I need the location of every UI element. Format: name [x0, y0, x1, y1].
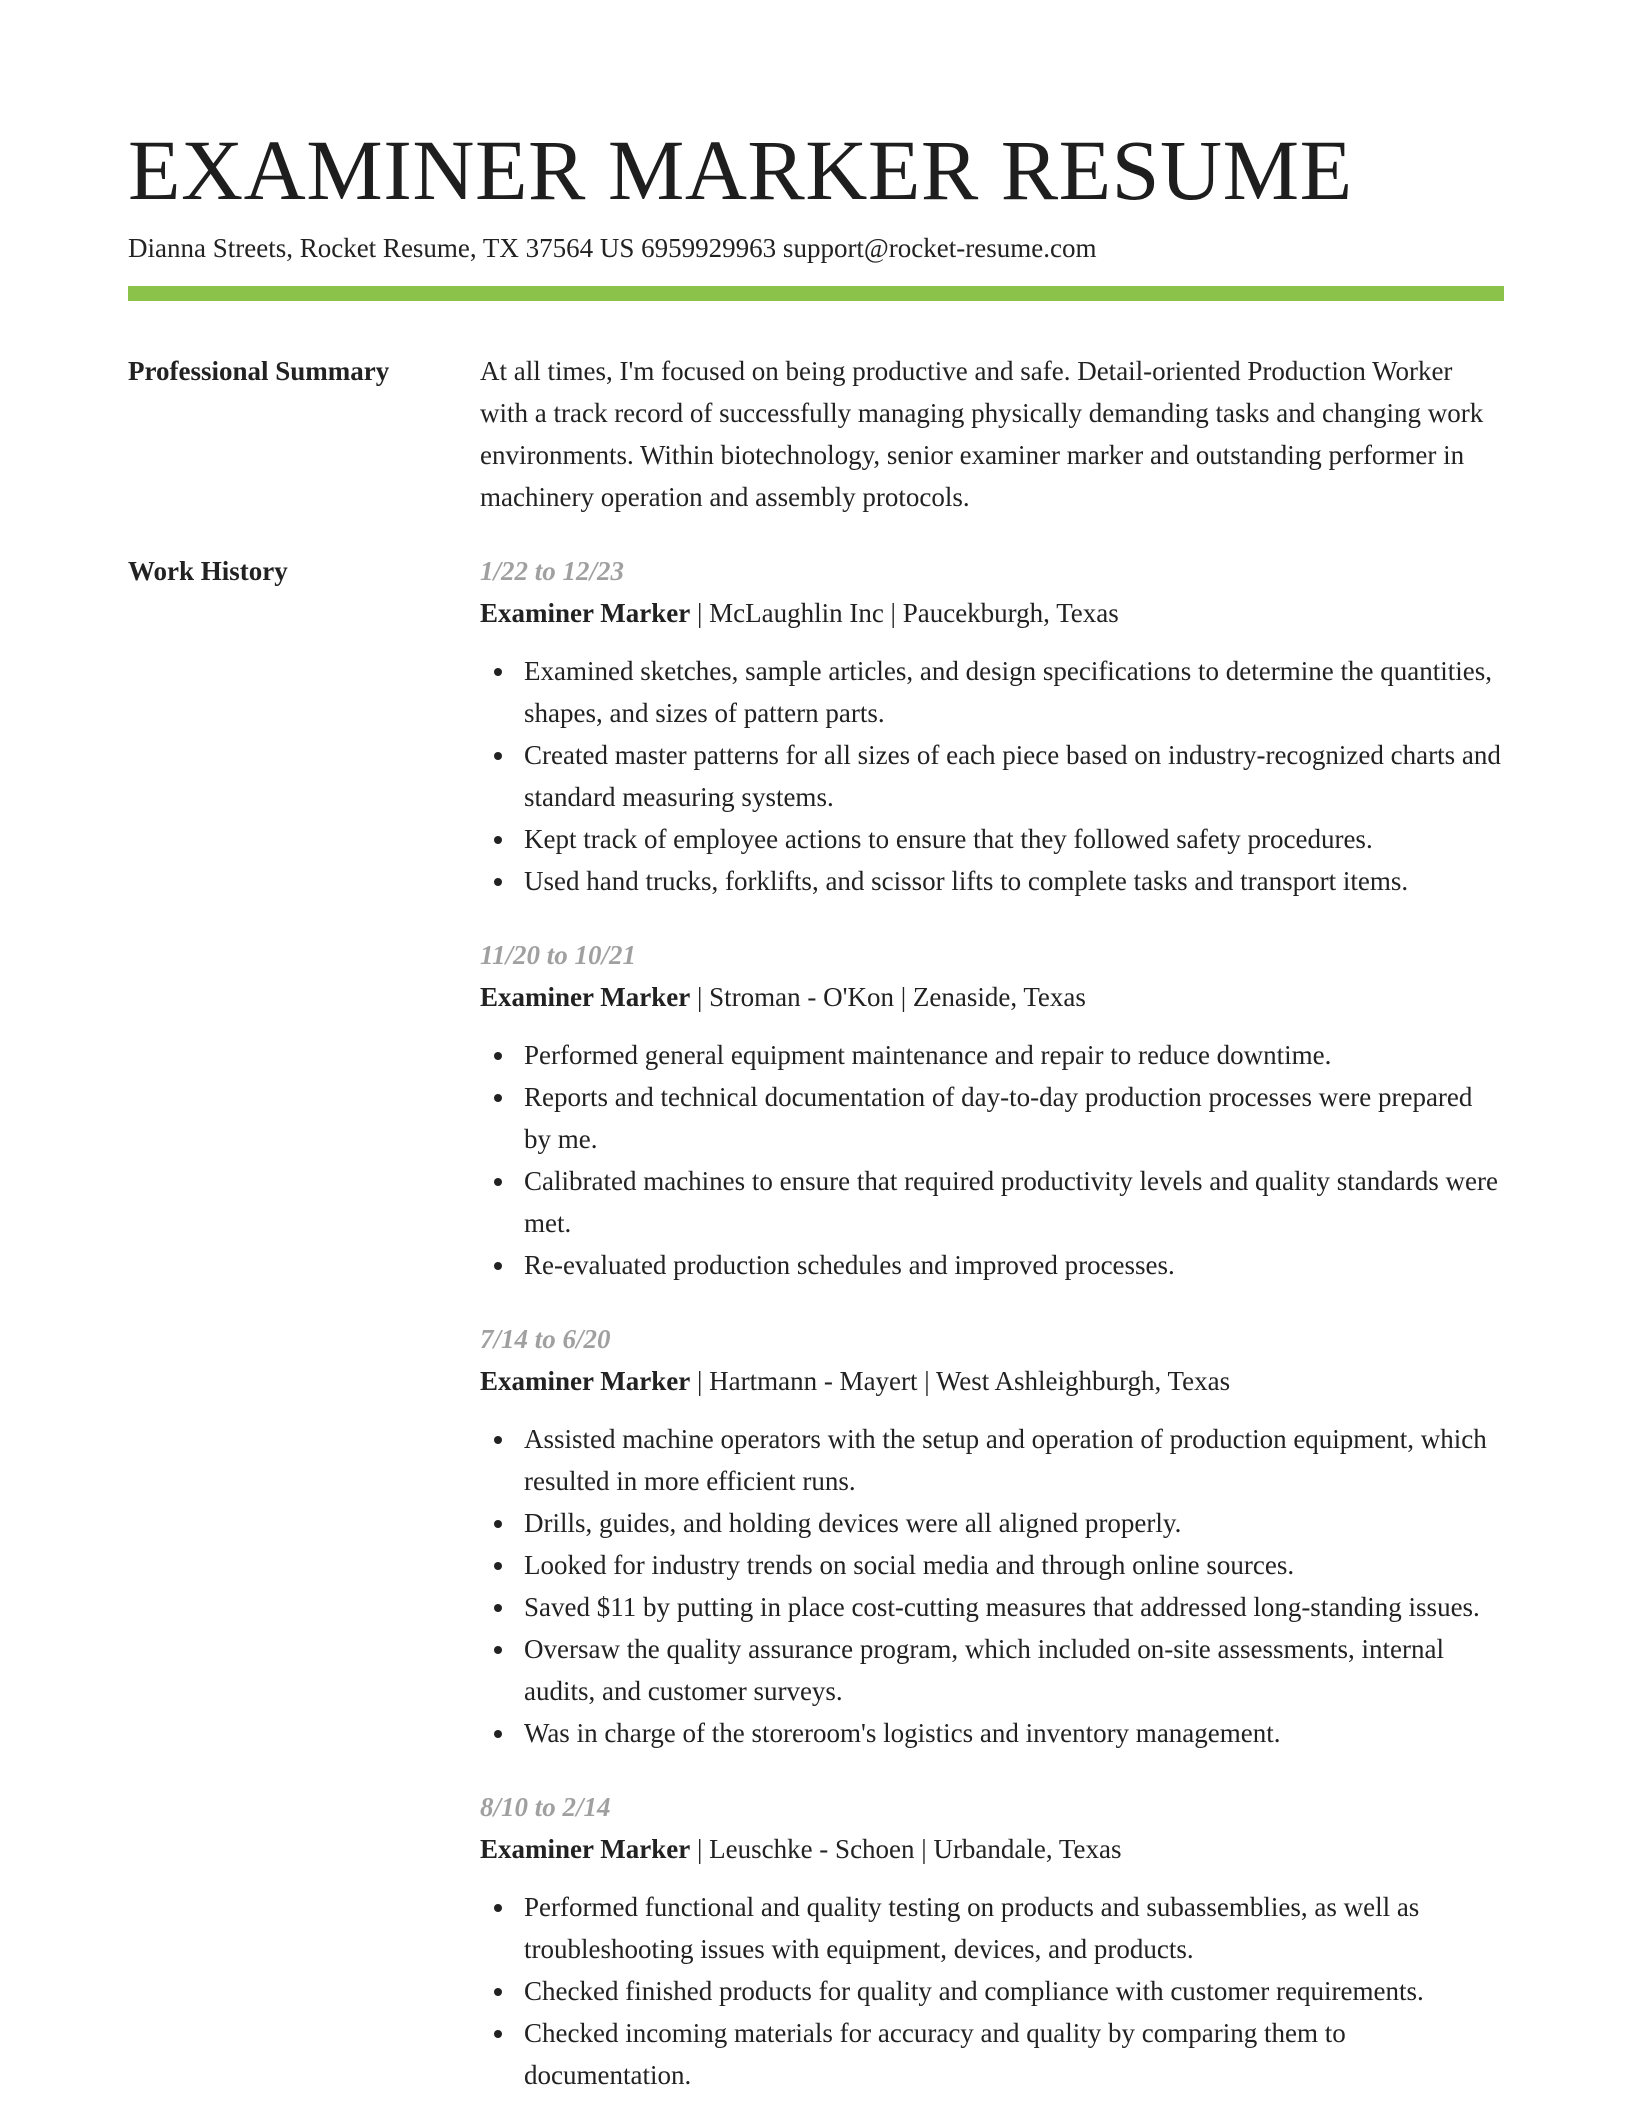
job-bullet-list: [480, 1034, 1504, 1286]
job-dates: 7/14 to 6/20: [480, 1324, 611, 1354]
job-bullet: Re-evaluated production schedules and improved processes.: [480, 1244, 1504, 1286]
job-dates: 8/10 to 2/14: [480, 1792, 611, 1822]
job-title: Examiner Marker: [480, 1834, 691, 1864]
job-employer-location: | McLaughlin Inc | Paucekburgh, Texas: [690, 598, 1119, 628]
contact-line: Dianna Streets, Rocket Resume, TX 37564 US 6959929963 support@rocket-resume.com: [128, 233, 1097, 263]
job-heading: [480, 1360, 1504, 1402]
job-bullet: Used hand trucks, forklifts, and scissor lifts to complete tasks and transport items.: [480, 860, 1504, 902]
job-bullet: Created master patterns for all sizes of each piece based on industry-recognized charts and standard measuring systems.: [480, 734, 1504, 818]
job-bullet: Examined sketches, sample articles, and design specifications to determine the quantities, shapes, and sizes of pattern parts.: [480, 650, 1504, 734]
job-bullet: Assisted machine operators with the setup and operation of production equipment, which resulted in more efficient runs.: [480, 1418, 1504, 1502]
job-entry: [480, 934, 1504, 1286]
job-bullet: Saved $11 by putting in place cost-cutting measures that addressed long-standing issues.: [480, 1586, 1504, 1628]
job-entry: [480, 550, 1504, 902]
job-dates: 1/22 to 12/23: [480, 556, 625, 586]
section-label-professional-summary: Professional Summary: [128, 356, 390, 386]
job-title: Examiner Marker: [480, 598, 691, 628]
job-heading: [480, 592, 1504, 634]
job-employer-location: | Leuschke - Schoen | Urbandale, Texas: [690, 1834, 1122, 1864]
job-entry: [480, 1786, 1504, 2096]
job-employer-location: | Hartmann - Mayert | West Ashleighburgh, Texas: [690, 1366, 1231, 1396]
job-bullet: Oversaw the quality assurance program, which included on-site assessments, internal audits, and customer surveys.: [480, 1628, 1504, 1712]
job-bullet: Performed general equipment maintenance and repair to reduce downtime.: [480, 1034, 1504, 1076]
job-bullet-list: [480, 1418, 1504, 1754]
section-label-work-history: Work History: [128, 556, 288, 586]
job-bullet: Calibrated machines to ensure that required productivity levels and quality standards were met.: [480, 1160, 1504, 1244]
job-bullet-list: [480, 1886, 1504, 2096]
job-bullet: Performed functional and quality testing on products and subassemblies, as well as troubleshooting issues with equipment, devices, and products.: [480, 1886, 1504, 1970]
resume-title: EXAMINER MARKER RESUME: [128, 122, 1353, 218]
job-heading: [480, 1828, 1504, 1870]
job-bullet: Was in charge of the storeroom's logistics and inventory management.: [480, 1712, 1504, 1754]
job-bullet: Checked incoming materials for accuracy and quality by comparing them to documentation.: [480, 2012, 1504, 2096]
job-title: Examiner Marker: [480, 982, 691, 1012]
job-bullet: Kept track of employee actions to ensure that they followed safety procedures.: [480, 818, 1504, 860]
job-bullet: Looked for industry trends on social media and through online sources.: [480, 1544, 1504, 1586]
job-entry: [480, 1318, 1504, 1754]
summary-text: At all times, I'm focused on being productive and safe. Detail-oriented Production Worker with a track record of successfully managing physically demanding tasks and changing work environments. Within biotechnology, senior examiner marker and outstanding performer in machinery operation and assembly protocols.: [480, 356, 1484, 512]
header-divider: [128, 286, 1504, 301]
work-history-list: [480, 550, 1504, 2128]
summary-body: [480, 350, 1504, 518]
job-bullet: Reports and technical documentation of day-to-day production processes were prepared by me.: [480, 1076, 1504, 1160]
job-bullet-list: [480, 650, 1504, 902]
job-dates: 11/20 to 10/21: [480, 940, 637, 970]
job-employer-location: | Stroman - O'Kon | Zenaside, Texas: [690, 982, 1086, 1012]
job-heading: [480, 976, 1504, 1018]
job-title: Examiner Marker: [480, 1366, 691, 1396]
job-bullet: Checked finished products for quality and compliance with customer requirements.: [480, 1970, 1504, 2012]
job-bullet: Drills, guides, and holding devices were all aligned properly.: [480, 1502, 1504, 1544]
